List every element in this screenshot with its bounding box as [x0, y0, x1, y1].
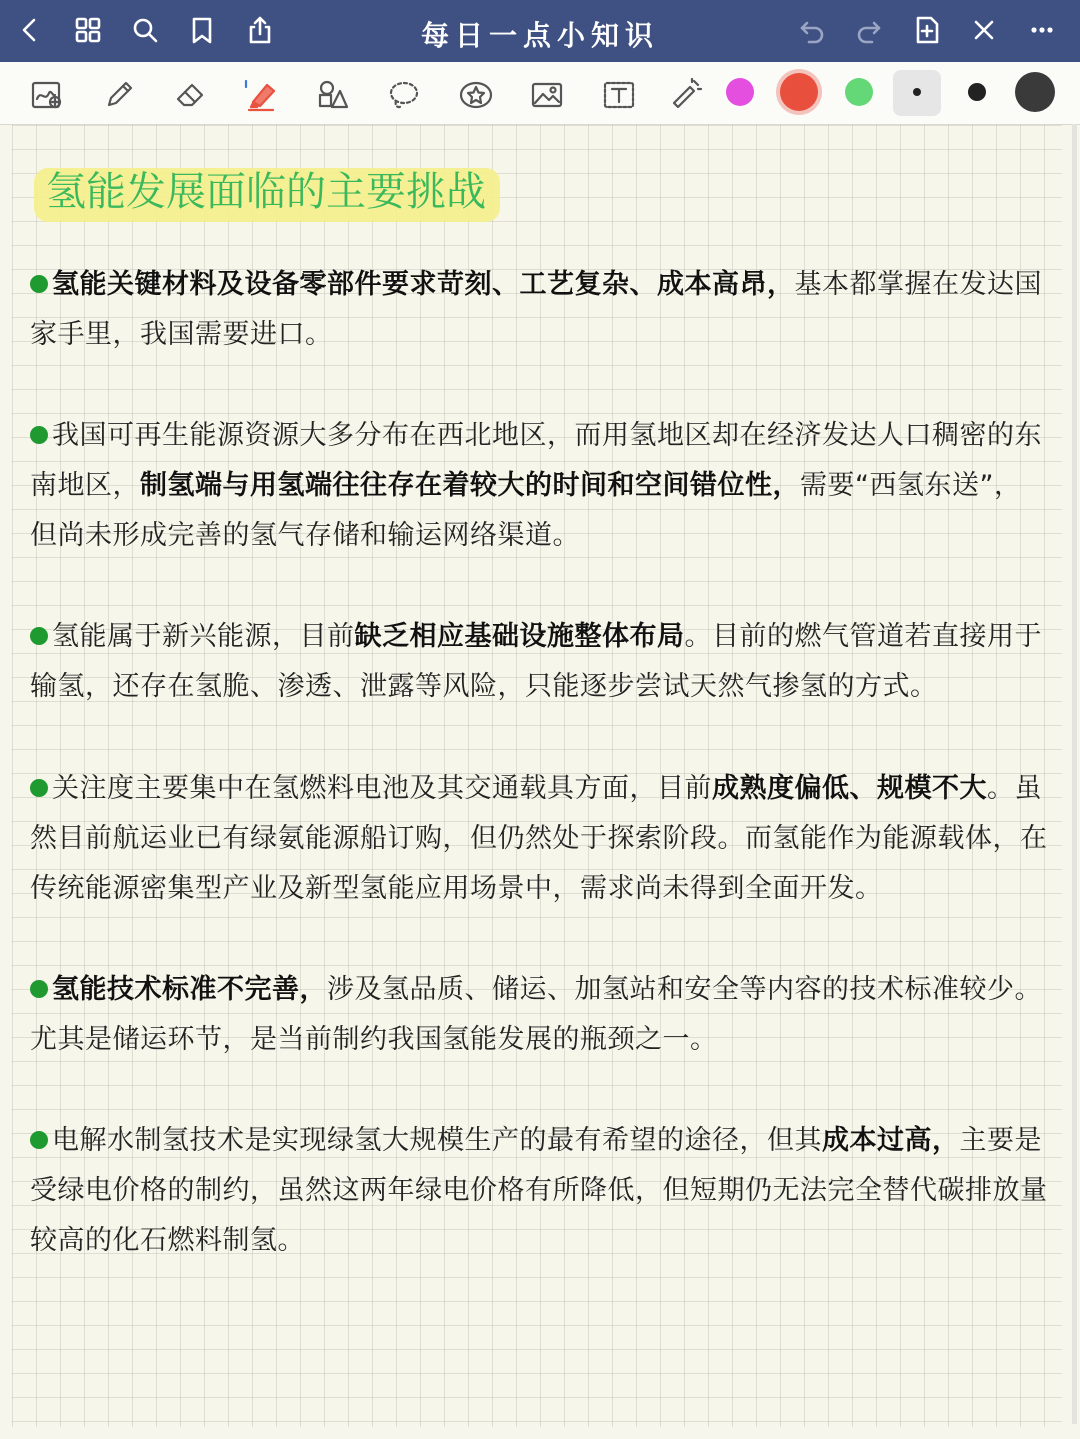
text-segment: 我国可再生能源资源大多分布在西北地区，而用氢地区却在经济发达人口稠密的东南地区， — [30, 420, 1042, 501]
grid-view-icon[interactable] — [66, 8, 110, 52]
bold-text-segment: 成本过高， — [822, 1125, 960, 1156]
text-segment: 。虽然目前航运业已有绿氨能源船订购，但仍然处于探索阶段。而氢能作为能源载体，在传统能源密集型产业及新型氢能应用场景中，需求尚未得到全面开发。 — [30, 773, 1048, 904]
stroke-size-medium[interactable] — [968, 83, 986, 101]
document-title: 每日一点小知识 — [420, 19, 659, 52]
text-segment: 主要是受绿电价格的制约，虽然这两年绿电价格有所降低，但短期仍无法完全替代碳排放量较高的化石燃料制氢。 — [30, 1125, 1048, 1256]
sticker-icon[interactable] — [453, 72, 499, 118]
stroke-size-large[interactable] — [1015, 72, 1055, 112]
color-swatch-magenta[interactable] — [726, 78, 754, 106]
scrollbar[interactable] — [1072, 124, 1077, 1424]
laser-pointer-icon[interactable] — [663, 72, 709, 118]
text-segment: 关注度主要集中在氢燃料电池及其交通载具方面，目前 — [52, 773, 712, 804]
search-icon[interactable] — [123, 8, 167, 52]
back-icon[interactable] — [8, 8, 52, 52]
stroke-size-small[interactable] — [913, 88, 921, 96]
note-paragraph — [30, 1116, 1048, 1266]
note-heading: 氢能发展面临的主要挑战 — [46, 169, 486, 215]
note-heading-block — [34, 160, 486, 217]
text-segment: 氢能属于新兴能源，目前 — [52, 621, 355, 652]
text-box-icon[interactable] — [596, 72, 642, 118]
text-segment: 。目前的燃气管道若直接用于输氢，还存在氢脆、渗透、泄露等风险，只能逐步尝试天然气掺氢的方式。 — [30, 621, 1042, 702]
note-paragraph — [30, 965, 1048, 1065]
bullet-dot — [30, 426, 48, 444]
bullet-dot — [30, 627, 48, 645]
bookmark-icon[interactable] — [180, 8, 224, 52]
note-paragraph — [30, 612, 1048, 712]
share-icon[interactable] — [238, 8, 282, 52]
shapes-icon[interactable] — [309, 72, 355, 118]
eraser-icon[interactable] — [167, 72, 213, 118]
bold-text-segment: 成熟度偏低、规模不大 — [712, 773, 987, 804]
undo-icon[interactable] — [790, 8, 834, 52]
text-segment: 电解水制氢技术是实现绿氢大规模生产的最有希望的途径，但其 — [52, 1125, 822, 1156]
close-icon[interactable] — [962, 8, 1006, 52]
top-bar — [0, 0, 1080, 62]
bold-text-segment: 氢能关键材料及设备零部件要求苛刻、工艺复杂、成本高昂， — [52, 269, 795, 300]
text-segment: 基本都掌握在发达国家手里，我国需要进口。 — [30, 269, 1042, 350]
text-segment: 需要“西氢东送”，但尚未形成完善的氢气存储和输运网络渠道。 — [30, 470, 1022, 551]
lasso-image-icon[interactable] — [24, 72, 70, 118]
redo-icon[interactable] — [847, 8, 891, 52]
bold-text-segment: 氢能技术标准不完善， — [52, 974, 327, 1005]
highlighter-icon[interactable] — [238, 72, 284, 118]
bullet-dot — [30, 1131, 48, 1149]
note-paragraph — [30, 764, 1048, 914]
bullet-dot — [30, 275, 48, 293]
note-paragraph — [30, 260, 1048, 360]
text-segment: 涉及氢品质、储运、加氢站和安全等内容的技术标准较少。尤其是储运环节，是当前制约我国氢能发展的瓶颈之一。 — [30, 974, 1042, 1055]
lasso-icon[interactable] — [381, 72, 427, 118]
bold-text-segment: 制氢端与用氢端往往存在着较大的时间和空间错位性， — [140, 470, 800, 501]
more-options-icon[interactable] — [1020, 8, 1064, 52]
color-swatch-green[interactable] — [845, 78, 873, 106]
color-swatch-red-selected[interactable] — [780, 73, 818, 111]
add-page-icon[interactable] — [905, 8, 949, 52]
note-paragraph — [30, 411, 1048, 561]
bullet-dot — [30, 980, 48, 998]
bullet-dot — [30, 779, 48, 797]
bold-text-segment: 缺乏相应基础设施整体布局 — [354, 621, 685, 652]
image-icon[interactable] — [524, 72, 570, 118]
pen-icon[interactable] — [96, 72, 142, 118]
